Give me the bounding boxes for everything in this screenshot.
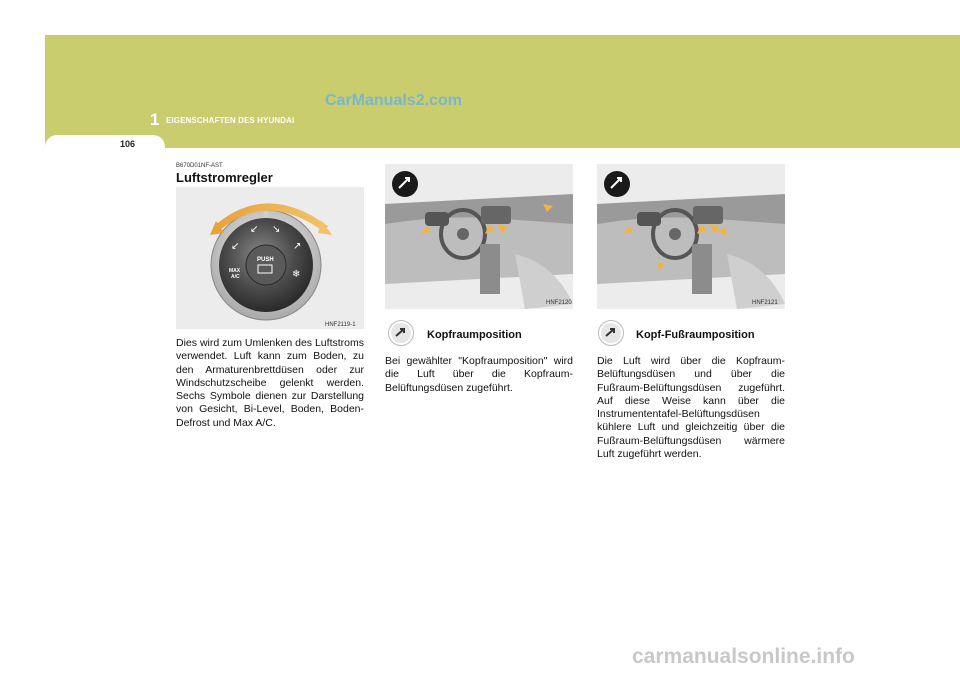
col1-body-text: Dies wird zum Umlenken des Luftstroms verwendet. Luft kann zum Boden, zu den Armaturenbrettdüsen oder zur Windschutzscheibe gelenkt werden. Sechs Symbole dienen zur Darstellung von Gesicht, Bi-Level, Boden, Boden-Defrost und Max A/C. xyxy=(176,337,364,429)
kopfraum-heading: Kopfraumposition xyxy=(427,329,522,341)
dial-ac-label: A/C xyxy=(231,274,240,280)
col3-body-text: Die Luft wird über die Kopfraum-Belüftungsdüsen und über die Fußraum-Belüftungsdüsen zugeführt. Auf diese Weise kann über die Instrumententafel-Belüftungsdüsen kühlere Luft und gleichzeitig über die Fußraum-Belüftungsdüsen wärmere Luft zugeführt werden. xyxy=(597,355,785,461)
svg-text:❄: ❄ xyxy=(292,269,301,280)
header-band xyxy=(45,35,960,148)
kopf-fussraum-heading: Kopf-Fußraumposition xyxy=(636,329,755,341)
svg-text:↙: ↙ xyxy=(250,224,259,235)
dashboard-illustration-head-foot xyxy=(597,164,785,309)
figure-label-2: HNF2120 xyxy=(546,300,572,306)
page-tab xyxy=(45,135,165,155)
dashboard-illustration-head xyxy=(385,164,573,309)
section-code: B670D01NF-AST xyxy=(176,163,223,169)
bi-level-mode-icon xyxy=(598,320,624,346)
chapter-number: 1 xyxy=(150,110,160,129)
page-number: 106 xyxy=(120,139,136,149)
watermark-top[interactable]: CarManuals2.com xyxy=(325,92,462,109)
bi-level-icon xyxy=(604,171,630,197)
watermark-bottom[interactable]: carmanualsonline.info xyxy=(632,645,855,668)
figure-label-3: HNF2121 xyxy=(752,300,778,306)
face-mode-icon xyxy=(388,320,414,346)
chapter-title: EIGENSCHAFTEN DES HYUNDAI xyxy=(166,116,295,125)
col2-body-text: Bei gewählter "Kopfraumposition" wird die Luft über die Kopfraum-Belüftungsdüsen zugeführt. xyxy=(385,355,573,394)
head-position-figure xyxy=(385,164,573,309)
airflow-dial-figure xyxy=(176,187,364,329)
head-foot-position-figure xyxy=(597,164,785,309)
section-title: Luftstromregler xyxy=(176,170,273,185)
svg-text:↙: ↙ xyxy=(231,241,240,252)
dial-push-label: PUSH xyxy=(257,257,274,263)
face-vent-icon xyxy=(392,171,418,197)
figure-label-1: HNF2119-1 xyxy=(325,322,356,328)
airflow-dial-illustration xyxy=(176,187,364,329)
svg-text:↘: ↘ xyxy=(272,224,281,235)
svg-text:↗: ↗ xyxy=(293,241,302,252)
dial-max-label: MAX xyxy=(229,268,241,274)
